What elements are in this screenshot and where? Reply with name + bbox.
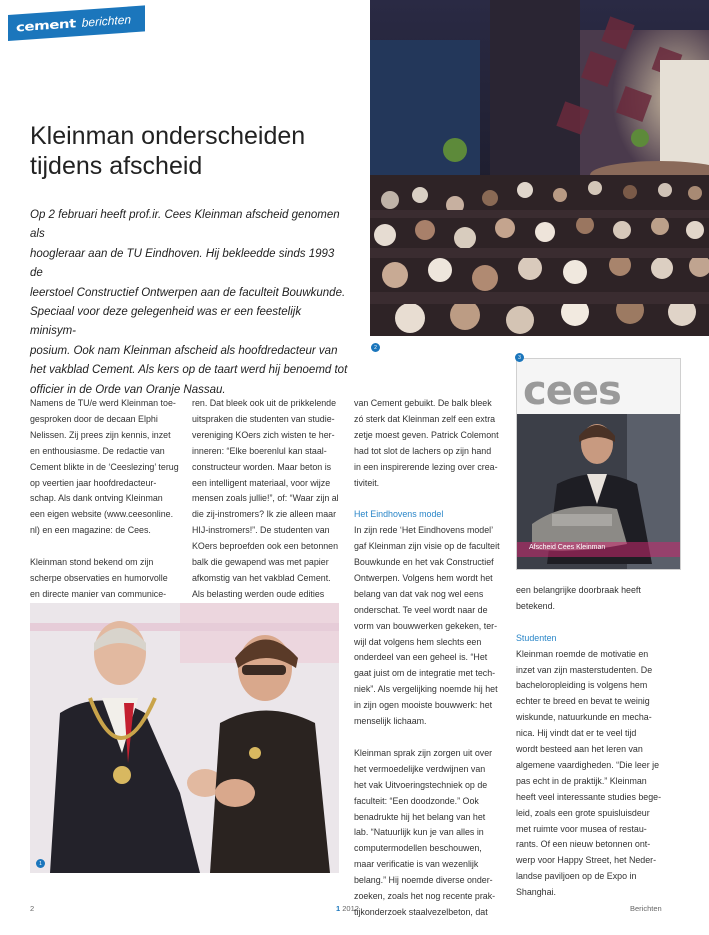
article-lead bbox=[30, 206, 350, 400]
paragraph: van Cement gebuikt. De balk bleek zó sterk dat Kleinman zelf een extra zetje moest geven. Patrick Colemont had tot slot de lachers op zijn hand in een inspirerende lezing over crea- tiviteit. bbox=[354, 398, 499, 488]
auditorium-illustration bbox=[370, 0, 709, 336]
issue-info bbox=[336, 904, 359, 913]
lead-line: officier in de Orde van Oranje Nassau. bbox=[30, 383, 226, 396]
lead-line: Speciaal voor deze gelegenheid was er een feestelijk minisym- bbox=[30, 306, 302, 338]
ceremony-illustration bbox=[30, 603, 339, 873]
photo-auditorium bbox=[370, 0, 709, 336]
paragraph: Namens de TU/e werd Kleinman toe- gesproken door de decaan Elphi Nelissen. Zij prees zijn kennis, inzet en enthousiasme. De redactie van Cement blikte in de ‘Ceeslezing’ terug op veertien jaar hoofdredacteur- schap. Als dank ontving Kleinman een eigen website (www.ceesonline. nl) en een magazine: de Cees. bbox=[30, 398, 179, 536]
lead-line: het vakblad Cement. Als kers op de taart werd hij benoemd tot bbox=[30, 364, 348, 377]
paragraph: Kleinman roemde de motivatie en inzet van zijn masterstudenten. De bacheloropleiding is volgens hem echter te breed en bevat te weinig wiskunde, natuurkunde en mecha- nica. Hij vindt dat er te veel tijd wordt besteed aan het leren van algemene vaardigheden. “Die leer je pas echt in de praktijk.” Kleinman heeft veel interessante studies bege- leid, zoals een grote spuisluisdeur met ruimte voor musea of restau- rants. Of een nieuw betonnen ont- werp voor Happy Street, het Neder- landse paviljoen op de Expo in Shanghai. bbox=[516, 648, 662, 898]
section-label: berichten bbox=[81, 12, 132, 30]
paragraph: In zijn rede ‘Het Eindhovens model’ gaf Kleinman zijn visie op de faculteit Bouwkunde en het vak Constructief Ontwerpen. Volgens hem wordt het belang van dat vak nog wel eens onderschat. Te veel wordt naar de vorm van bouwwerken gekeken, ter- wijl dat volgens hem slechts een onderdeel van een geheel is. “Het gaat juist om de integratie met tech- niek”. Als vergelijking noemde hij het in zijn ogen mooiste bouwwerk: het menselijk lichaam. bbox=[354, 525, 500, 727]
issue-number: 1 bbox=[336, 904, 341, 913]
figure-marker-2: 2 bbox=[371, 343, 380, 352]
section-footer: Berichten bbox=[630, 904, 662, 913]
subheading: Het Eindhovens model bbox=[354, 509, 444, 520]
section-tab bbox=[8, 5, 145, 41]
lead-line: leerstoel Constructief Ontwerpen aan de faculteit Bouwkunde. bbox=[30, 286, 346, 299]
page-number: 2 bbox=[30, 904, 35, 913]
figure-marker-3: 3 bbox=[515, 353, 524, 362]
issue-year: 2012 bbox=[342, 904, 359, 913]
cover-title: cees bbox=[523, 368, 621, 414]
cement-logo: cement bbox=[16, 16, 76, 35]
article-title: Kleinman onderscheiden tijdens afscheid bbox=[30, 122, 306, 180]
column-1 bbox=[30, 396, 190, 603]
cover-caption: Afscheid Cees Kleinman bbox=[529, 544, 606, 551]
paragraph: Kleinman stond bekend om zijn scherpe observaties en humorvolle en directe manier van communice- bbox=[30, 557, 168, 599]
paragraph: ren. Dat bleek ook uit de prikkelende uitspraken die studenten van studie- vereniging KOers zich wisten te her- inneren: “Elke boerenlul kan staal- constructeur worden. Maar beton is een intelligent materiaal, voor wijze mensen zoals jullie!”, of: “Waar zijn al die zij-instromers? Ik zie alleen maar HIJ-instromers!”. De studenten van KOers beproefden ook een betonnen balk die gewapend was met papier afkomstig van het vakblad Cement. Als belasting werden oude edities bbox=[192, 398, 339, 599]
lead-line: posium. Ook nam Kleinman afscheid als hoofdredacteur van bbox=[30, 344, 338, 357]
figure-marker-1: 1 bbox=[36, 859, 45, 868]
photo-ceremony bbox=[30, 603, 339, 873]
subheading: Studenten bbox=[516, 632, 557, 643]
column-2 bbox=[192, 396, 352, 603]
column-3 bbox=[354, 396, 514, 921]
magazine-cover bbox=[516, 358, 681, 570]
paragraph: Kleinman sprak zijn zorgen uit over het vermoedelijke verdwijnen van het vak Uitvoeringstechniek op de faculteit: “Een doodzonde.” Ook benadrukte hij het belang van het lab. “Natuurlijk kun je van alles in computermodellen beschouwen, maar verificatie is van wezenlijk belang.” Hij noemde diverse onder- zoeken, zoals het nog recente prak- tijkonderzoek staalvezelbeton, dat bbox=[354, 747, 496, 917]
column-4 bbox=[516, 583, 679, 901]
lead-line: hoogleraar aan de TU Eindhoven. Hij bekleedde sinds 1993 de bbox=[30, 247, 335, 280]
lead-line: Op 2 februari heeft prof.ir. Cees Kleinman afscheid genomen als bbox=[30, 209, 340, 241]
paragraph: een belangrijke doorbraak heeft betekend. bbox=[516, 585, 641, 611]
